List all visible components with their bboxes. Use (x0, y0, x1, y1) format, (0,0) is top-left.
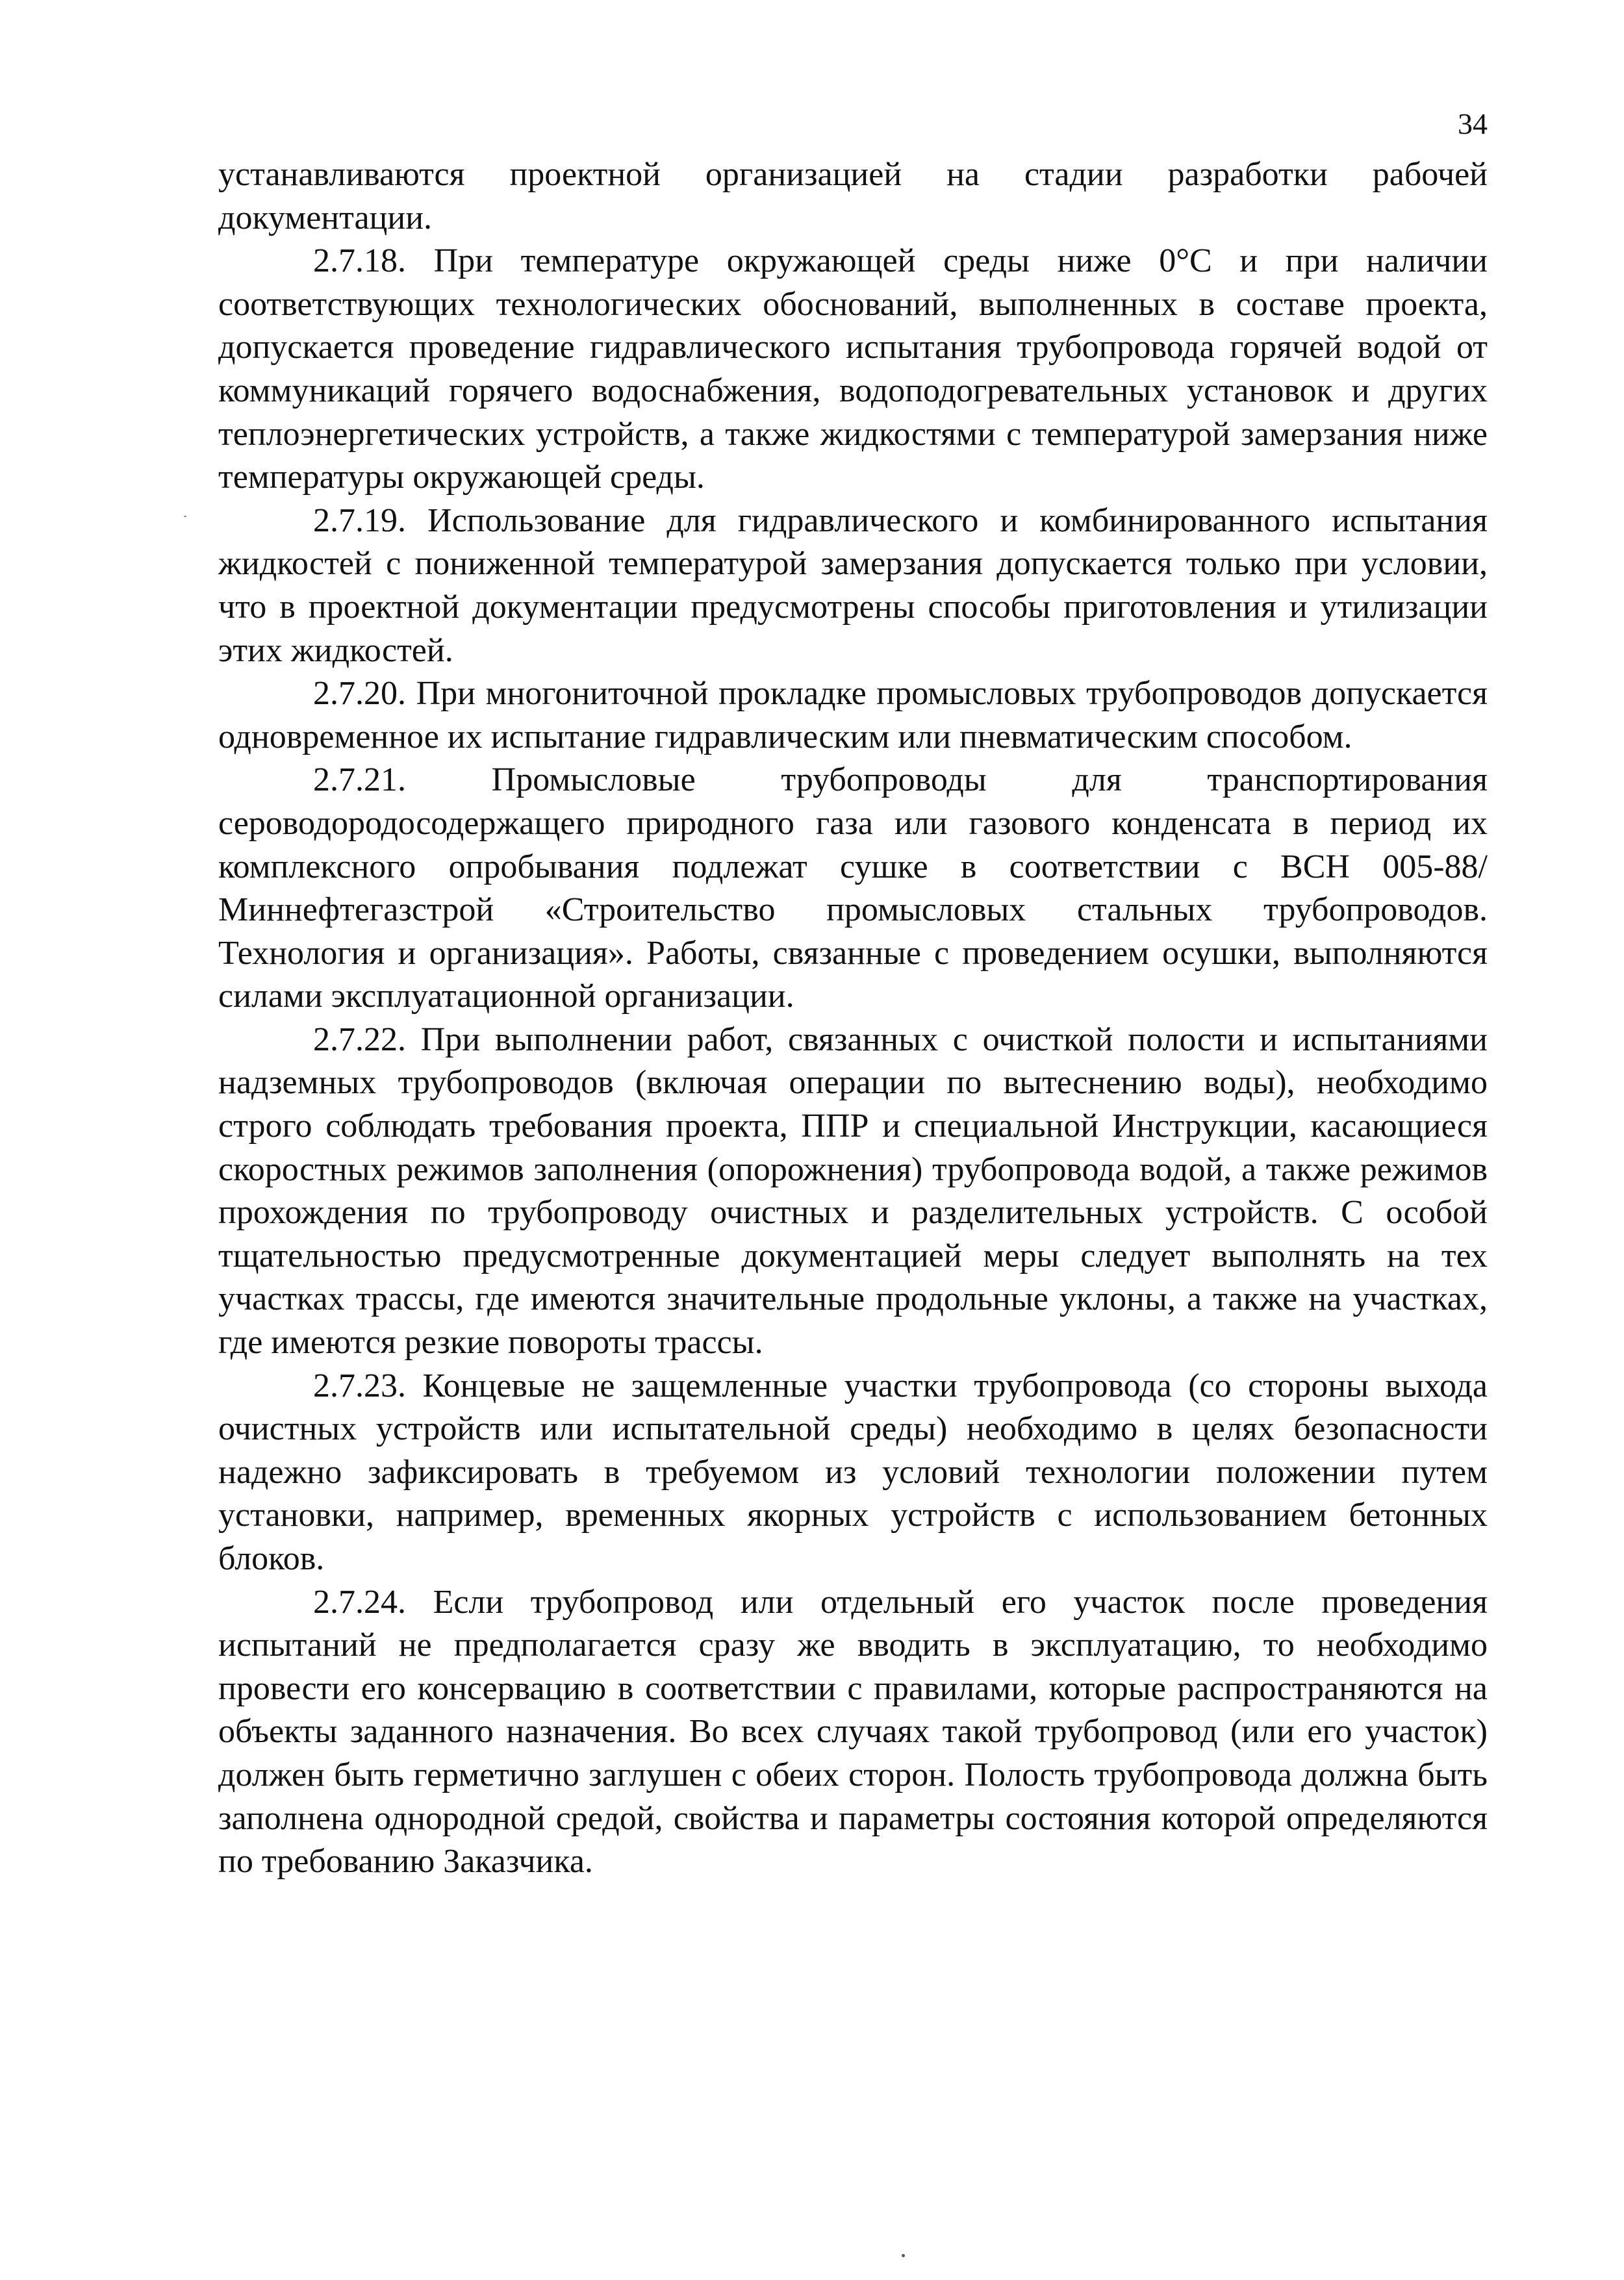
paragraph-2-7-20: 2.7.20. При многониточной прокладке промысловых трубопроводов допускается одновременное их испытание гидравлическим или пневматическим способом. (218, 675, 1488, 755)
scan-speck (902, 2254, 905, 2257)
paragraph-2-7-23: 2.7.23. Концевые не защемленные участки трубопровода (со стороны выхода очистных устройств или испытательной среды) необходимо в целях безопасности надежно зафиксировать в требуемом из условий технологии положении путем установки, например, временных якорных устройств с использованием бетонных блоков. (218, 1367, 1488, 1577)
body-text (218, 153, 1488, 1884)
paragraph-2-7-24: 2.7.24. Если трубопровод или отдельный его участок после проведения испытаний не предполагается сразу же вводить в эксплуатацию, то необходимо провести его консервацию в соответствии с правилами, которые распространяются на объекты заданного назначения. Во всех случаях такой трубопровод (или его участок) должен быть герметично заглушен с обеих сторон. Полость трубопровода должна быть заполнена однородной средой, свойства и параметры состояния которой определяются по требованию Заказчика. (218, 1583, 1488, 1881)
paragraph-2-7-22: 2.7.22. При выполнении работ, связанных с очисткой полости и испытаниями надземных трубопроводов (включая операции по вытеснению воды), необходимо строго соблюдать требования проекта, ППР и специальной Инструкции, касающиеся скоростных режимов заполнения (опорожнения) трубопровода водой, а также режимов прохождения по трубопроводу очистных и разделительных устройств. С особой тщательностью предусмотренные документацией меры следует выполнять на тех участках трассы, где имеются значительные продольные уклоны, а также на участках, где имеются резкие повороты трассы. (218, 1020, 1488, 1362)
paragraph-2-7-21: 2.7.21. Промысловые трубопроводы для транспортирования сероводородосодержащего природного газа или газового конденсата в период их комплексного опробывания подлежат сушке в соответствии с ВСН 005-88/Миннефтегазстрой «Строительство промысловых стальных трубопроводов. Технология и организация». Работы, связанные с проведением осушки, выполняются силами эксплуатационной организации. (218, 761, 1488, 1015)
scan-speck (184, 516, 186, 517)
paragraph-2-7-19: 2.7.19. Использование для гидравлического и комбинированного испытания жидкостей с пониженной температурой замерзания допускается только при условии, что в проектной документации предусмотрены способы приготовления и утилизации этих жидкостей. (218, 501, 1488, 669)
paragraph-continuation: устанавливаются проектной организацией на стадии разработки рабочей документации. (218, 156, 1488, 236)
paragraph-2-7-18: 2.7.18. При температуре окружающей среды ниже 0°С и при наличии соответствующих технологических обоснований, выполненных в составе проекта, допускается проведение гидравлического испытания трубопровода горячей водой от коммуникаций горячего водоснабжения, водоподогревательных установок и других теплоэнергетических устройств, а также жидкостями с температурой замерзания ниже температуры окружающей среды. (218, 242, 1488, 496)
page-number: 34 (1458, 107, 1488, 140)
